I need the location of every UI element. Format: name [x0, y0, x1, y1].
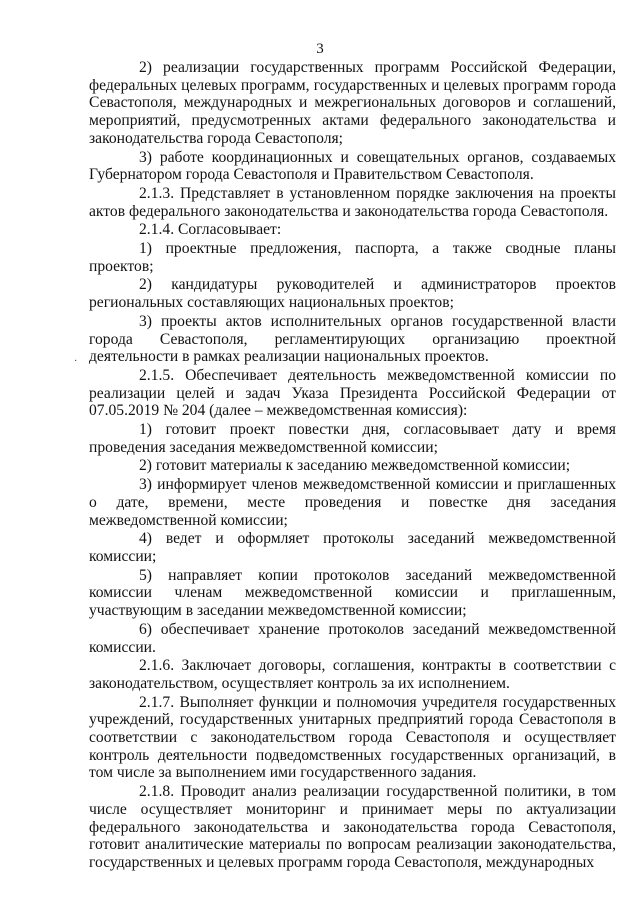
paragraph-10: 2) готовит материалы к заседанию межведомственной комиссии;	[139, 457, 571, 475]
paragraph-15: 2.1.6. Заключает договоры, соглашения, контракты в соответствии с законодательством, осуществляет контроль за их исполнением.	[89, 657, 616, 692]
paragraph-3: 2.1.3. Представляет в установленном порядке заключения на проекты актов федерального законодательства и законодательства города Севастополя.	[89, 184, 616, 220]
paragraph-7: 3) проекты актов исполнительных органов государственной власти города Севастополя, регламентирующих организацию проектной деятельности в рамках реализации национальных проектов.	[89, 312, 616, 366]
margin-mark: ·	[74, 356, 78, 367]
paragraph-4: 2.1.4. Согласовывает:	[139, 221, 282, 239]
page-number: 3	[316, 41, 324, 57]
paragraph-6: 2) кандидатуры руководителей и администраторов проектов региональных составляющих национальных проектов;	[89, 276, 616, 312]
paragraph-2: 3) работе координационных и совещательных органов, создаваемых Губернатором города Севастополя и Правительством Севастополя.	[89, 148, 616, 184]
paragraph-8: 2.1.5. Обеспечивает деятельность межведомственной комиссии по реализации целей и задач Указа Президента Российской Федерации от 07.05.2019 № 204 (далее – межведомственная комиссия):	[89, 366, 616, 420]
paragraph-1: 2) реализации государственных программ Российской Федерации, федеральных целевых программ, государственных и целевых программ города Севастополя, международных и межрегиональных договоров и соглашений, мероприятий, предусмотренных актами федерального законодательства и законодательства города Севастополя;	[89, 59, 616, 147]
paragraph-16: 2.1.7. Выполняет функции и полномочия учредителя государственных учреждений, государственных унитарных предприятий города Севастополя в соответствии с законодательством города Севастополя и осуществляет контроль деятельности подведомственных государственных организаций, в том числе за выполнением ими государственного задания.	[89, 693, 616, 782]
paragraph-14: 6) обеспечивает хранение протоколов заседаний межведомственной комиссии.	[89, 620, 616, 656]
paragraph-17: 2.1.8. Проводит анализ реализации государственной политики, в том числе осуществляет мониторинг и принимает меры по актуализации федерального законодательства и законодательства города Севастополя, готовит аналитические материалы по вопросам реализации законодательства, государственных и целевых программ города Севастополя, международных	[89, 783, 616, 871]
paragraph-9: 1) готовит проект повестки дня, согласовывает дату и время проведения заседания межведомственной комиссии;	[89, 421, 616, 456]
paragraph-5: 1) проектные предложения, паспорта, а также сводные планы проектов;	[89, 240, 616, 275]
document-body	[89, 59, 616, 872]
paragraph-11: 3) информирует членов межведомственной комиссии и приглашенных о дате, времени, месте проведения и повестке дня заседания межведомственной комиссии;	[89, 476, 616, 529]
paragraph-13: 5) направляет копии протоколов заседаний межведомственной комиссии членам межведомственной комиссии и приглашенным, участвующим в заседании межведомственной комиссии;	[89, 566, 616, 620]
paragraph-12: 4) ведет и оформляет протоколы заседаний межведомственной комиссии;	[89, 530, 616, 565]
